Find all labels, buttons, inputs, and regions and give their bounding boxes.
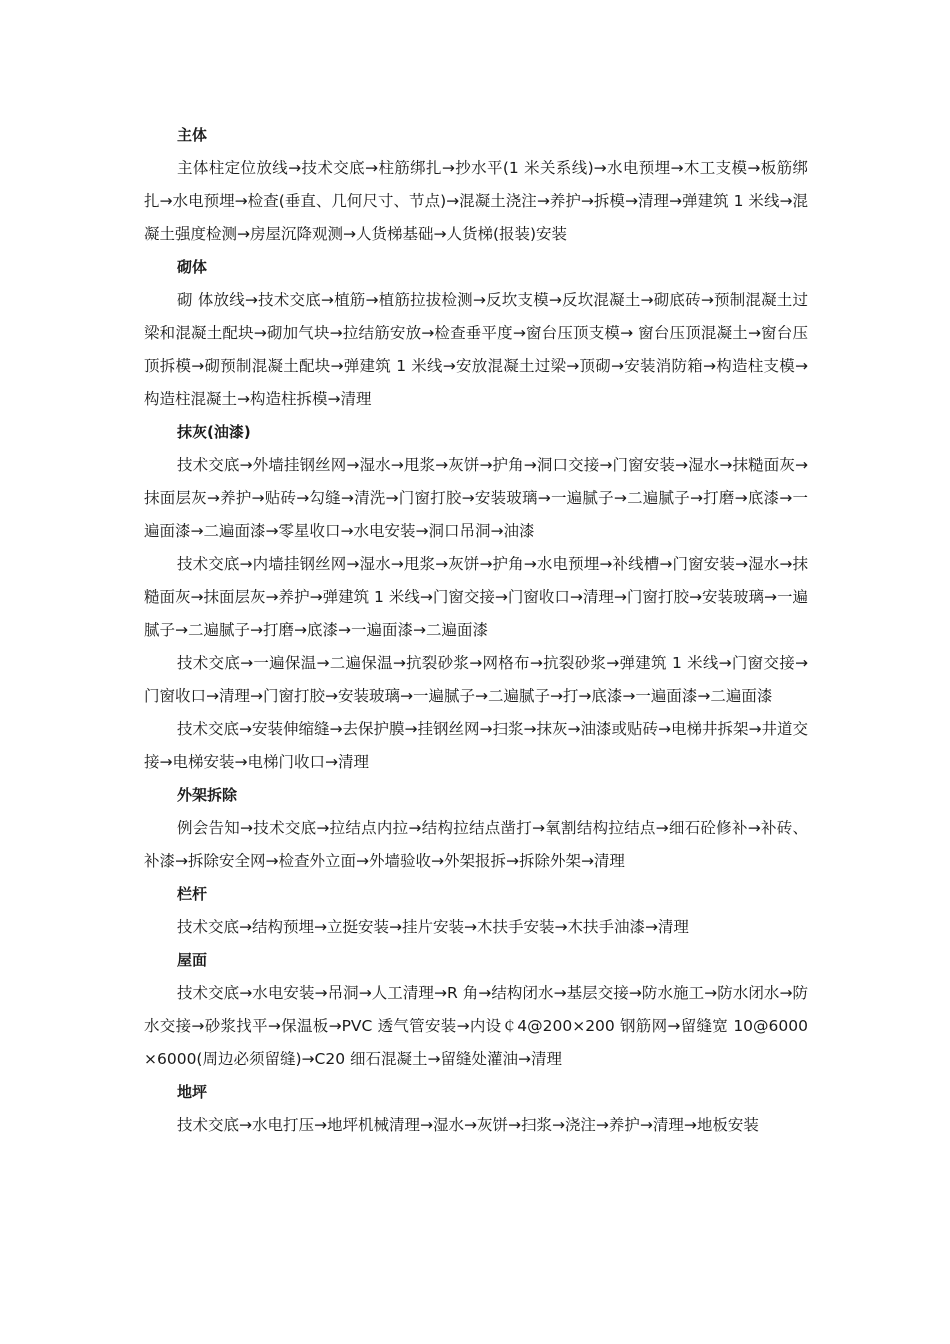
paragraph: 技术交底→一遍保温→二遍保温→抗裂砂浆→网格布→抗裂砂浆→弹建筑 1 米线→门窗交接→门窗收口→清理→门窗打胶→安装玻璃→一遍腻子→二遍腻子→打→底漆→一遍面漆→二遍面漆 — [144, 654, 808, 705]
paragraph: 例会告知→技术交底→拉结点内拉→结构拉结点凿打→氧割结构拉结点→细石砼修补→补砖、补漆→拆除安全网→检查外立面→外墙验收→外架报拆→拆除外架→清理 — [144, 819, 808, 870]
paragraph: 技术交底→外墙挂钢丝网→湿水→甩浆→灰饼→护角→洞口交接→门窗安装→湿水→抹糙面灰→抹面层灰→养护→贴砖→勾缝→清洗→门窗打胶→安装玻璃→一遍腻子→二遍腻子→打磨→底漆→一遍面漆→二遍面漆→零星收口→水电安装→洞口吊洞→油漆 — [144, 456, 808, 540]
section-heading: 砌体 — [177, 258, 208, 276]
section-scaffold-removal — [144, 779, 808, 878]
paragraph: 技术交底→水电安装→吊洞→人工清理→R 角→结构闭水→基层交接→防水施工→防水闭水→防水交接→砂浆找平→保温板→PVC 透气管安装→内设￠4@200×200 钢筋网→留缝宽 10@6000×6000(周边必须留缝)→C20 细石混凝土→留缝处灌油→清理 — [144, 984, 808, 1068]
section-main-structure — [144, 119, 808, 251]
section-heading: 栏杆 — [177, 885, 208, 903]
paragraph: 技术交底→水电打压→地坪机械清理→湿水→灰饼→扫浆→浇注→养护→清理→地板安装 — [177, 1116, 759, 1134]
section-heading: 外架拆除 — [177, 786, 238, 804]
section-masonry — [144, 251, 808, 416]
section-heading: 抹灰(油漆) — [177, 423, 251, 441]
section-floor — [144, 1076, 808, 1142]
paragraph: 技术交底→结构预埋→立挺安装→挂片安装→木扶手安装→木扶手油漆→清理 — [177, 918, 689, 936]
paragraph: 主体柱定位放线→技术交底→柱筋绑扎→抄水平(1 米关系线)→水电预埋→木工支模→板筋绑扎→水电预埋→检查(垂直、几何尺寸、节点)→混凝土浇注→养护→拆模→清理→弹建筑 1 米线→混凝土强度检测→房屋沉降观测→人货梯基础→人货梯(报装)安装 — [144, 159, 808, 243]
section-plastering — [144, 416, 808, 779]
paragraph: 砌 体放线→技术交底→植筋→植筋拉拔检测→反坎支模→反坎混凝土→砌底砖→预制混凝土过梁和混凝土配块→砌加气块→拉结筋安放→检查垂平度→窗台压顶支模→ 窗台压顶混凝土→窗台压顶拆模→砌预制混凝土配块→弹建筑 1 米线→安放混凝土过梁→顶砌→安装消防箱→构造柱支模→构造柱混凝土→构造柱拆模→清理 — [144, 291, 808, 408]
section-railing — [144, 878, 808, 944]
section-heading: 地坪 — [177, 1083, 208, 1101]
section-heading: 主体 — [177, 126, 208, 144]
paragraph: 技术交底→安装伸缩缝→去保护膜→挂钢丝网→扫浆→抹灰→油漆或贴砖→电梯井拆架→井道交接→电梯安装→电梯门收口→清理 — [144, 720, 808, 771]
paragraph: 技术交底→内墙挂钢丝网→湿水→甩浆→灰饼→护角→水电预埋→补线槽→门窗安装→湿水→抹糙面灰→抹面层灰→养护→弹建筑 1 米线→门窗交接→门窗收口→清理→门窗打胶→安装玻璃→一遍腻子→二遍腻子→打磨→底漆→一遍面漆→二遍面漆 — [144, 555, 808, 639]
section-heading: 屋面 — [177, 951, 208, 969]
section-roof — [144, 944, 808, 1076]
document-page — [144, 119, 808, 1142]
